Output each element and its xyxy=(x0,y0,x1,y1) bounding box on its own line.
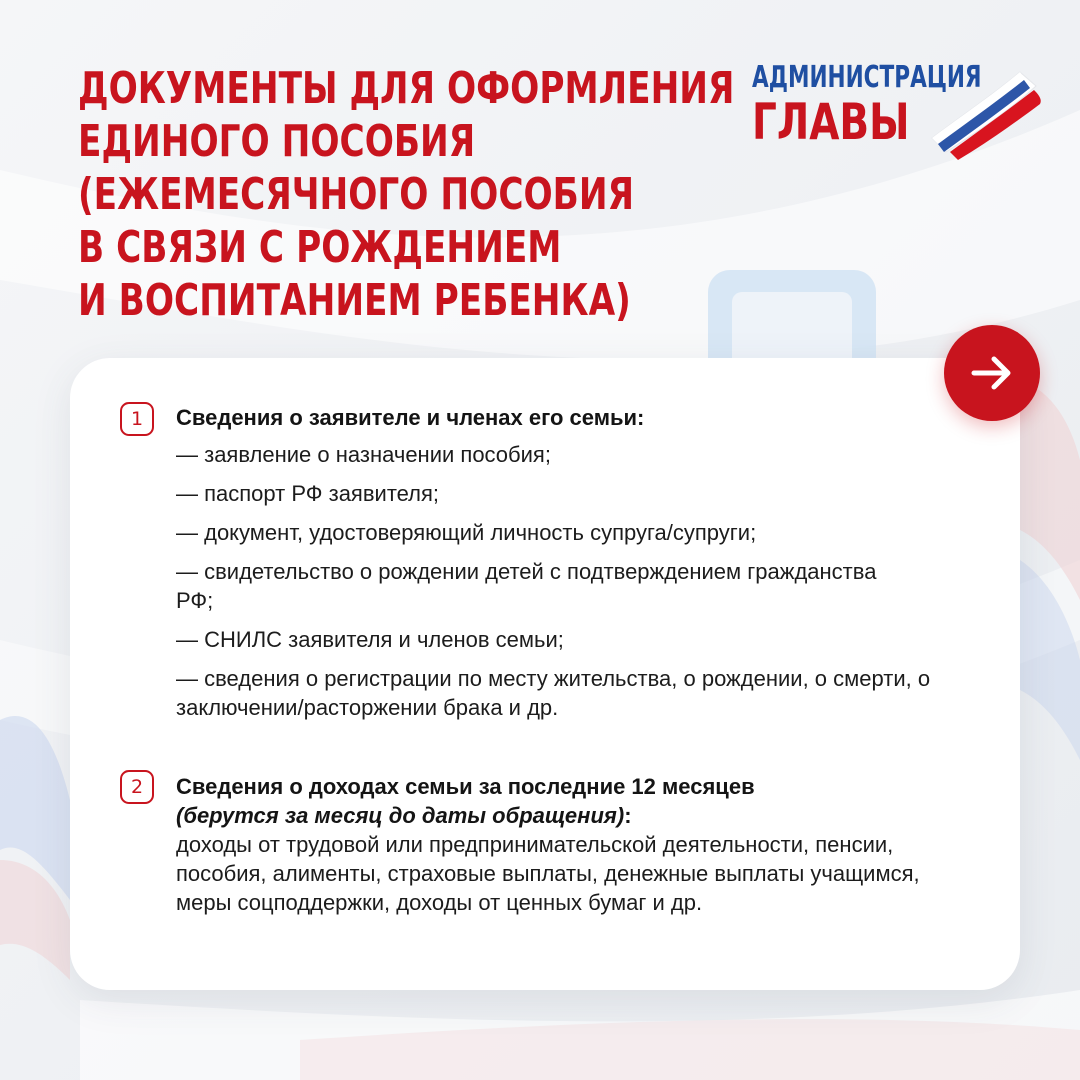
section-heading: Сведения о доходах семьи за последние 12 месяцев xyxy=(176,774,755,799)
subheading-colon: : xyxy=(624,803,632,828)
list-item: — сведения о регистрации по месту жительства, о рождении, о смерти, о заключении/расторжении брака и др. xyxy=(176,666,931,720)
russian-flag-ribbon-icon xyxy=(924,64,1044,160)
title-line: ДОКУМЕНТЫ ДЛЯ ОФОРМЛЕНИЯ xyxy=(78,63,735,114)
arrow-right-icon xyxy=(968,349,1016,397)
section-body xyxy=(176,768,1006,917)
section-heading: Сведения о заявителе и членах его семьи: xyxy=(176,405,645,430)
list-item: — паспорт РФ заявителя; xyxy=(176,481,440,506)
title-line: (ЕЖЕМЕСЯЧНОГО ПОСОБИЯ xyxy=(78,169,634,220)
title-line: ЕДИНОГО ПОСОБИЯ xyxy=(78,116,476,167)
section-subheading: (берутся за месяц до даты обращения) xyxy=(176,803,625,828)
list-item: — СНИЛС заявителя и членов семьи; xyxy=(176,627,564,652)
content-card xyxy=(70,358,1020,990)
title-line: И ВОСПИТАНИЕМ РЕБЕНКА) xyxy=(78,275,631,326)
list-item: — документ, удостоверяющий личность супруга/супруги; xyxy=(176,520,757,545)
list-item: — заявление о назначении пособия; xyxy=(176,442,551,467)
next-button[interactable] xyxy=(944,325,1040,421)
logo-line-2: ГЛАВЫ xyxy=(752,93,910,151)
section-text: доходы от трудовой или предпринимательской деятельности, пенсии, пособия, алименты, страховые выплаты, денежные выплаты учащимся, меры соцподдержки, доходы от ценных бумаг и др. xyxy=(176,832,920,915)
section-subheading-line xyxy=(176,801,1006,830)
page-title xyxy=(78,62,735,327)
administration-logo xyxy=(752,60,1042,160)
section-number-badge: 2 xyxy=(120,770,154,804)
section-number-badge: 1 xyxy=(120,402,154,436)
title-line: В СВЯЗИ С РОЖДЕНИЕМ xyxy=(78,222,562,273)
list-item: — свидетельство о рождении детей с подтверждением гражданства РФ; xyxy=(176,559,877,613)
logo-line-1: АДМИНИСТРАЦИЯ xyxy=(752,60,982,95)
section-body xyxy=(176,400,1006,722)
